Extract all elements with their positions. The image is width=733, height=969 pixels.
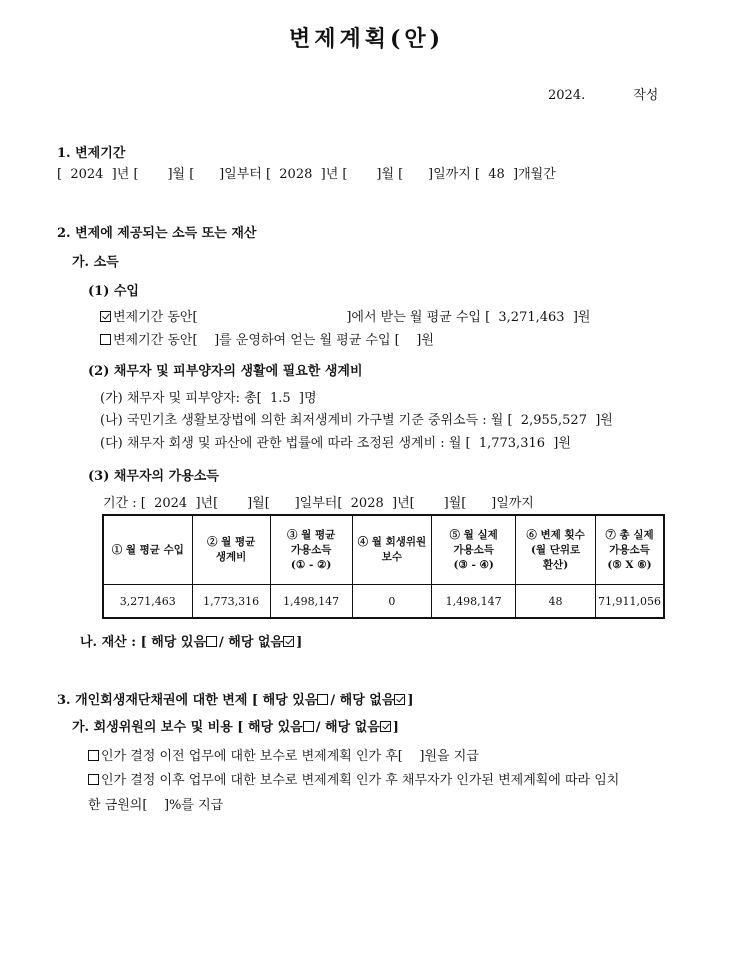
table-cell: 48: [516, 585, 596, 619]
checkbox-trustee-fee-no-checked-icon[interactable]: [380, 721, 391, 732]
table-cell: 0: [352, 585, 432, 619]
repayment-period: [ 2024 ]년 [ ]월 [ ]일부터 [ 2028 ]년 [ ]월 [ ]일까지 [ 48 ]개월간: [57, 167, 556, 182]
date-line: [548, 84, 658, 103]
section-3-mid: / 해당 없음: [330, 693, 395, 708]
table-header-row: [103, 515, 664, 585]
section-3-heading: [57, 689, 414, 708]
disposable-income-heading: (3) 채무자의 가용소득: [88, 469, 219, 484]
trustee-fee-mid: / 해당 없음: [315, 720, 380, 735]
section-3-suffix: ]: [407, 693, 414, 708]
living-cost-heading: (2) 채무자 및 피부양자의 생활에 필요한 생계비: [88, 364, 363, 379]
table-cell: 71,911,056: [596, 585, 664, 619]
adjusted-living-cost-line: (다) 채무자 회생 및 파산에 관한 법률에 따라 조정된 생계비 : 월 [ 1,773,316 ]원: [100, 436, 571, 451]
table-cell: 3,271,463: [103, 585, 192, 619]
table-header-cell: ① 월 평균 수입: [103, 515, 192, 585]
checkbox-post-approval-fee-icon[interactable]: [88, 774, 99, 785]
checkbox-salary-checked-icon[interactable]: [100, 311, 111, 322]
disposable-period: 기간 : [ 2024 ]년[ ]월[ ]일부터[ 2028 ]년[ ]월[ ]일까지: [103, 496, 534, 511]
checkbox-property-yes-icon[interactable]: [206, 636, 217, 647]
table-header-cell: ② 월 평균 생계비: [192, 515, 270, 585]
checkbox-business-icon[interactable]: [100, 334, 111, 345]
document-title: 변제계획(안): [288, 26, 445, 52]
checkbox-estate-claim-no-checked-icon[interactable]: [394, 694, 405, 705]
trustee-fee-prefix: 가. 회생위원의 보수 및 비용 [ 해당 있음: [72, 720, 303, 735]
property-prefix: 나. 재산 : [ 해당 있음: [80, 635, 207, 650]
revenue-line-2: [100, 329, 434, 348]
section-2-heading: 2. 변제에 제공되는 소득 또는 재산: [57, 226, 257, 241]
trustee-fee-line-2: [88, 769, 619, 788]
section-3-prefix: 3. 개인회생재단채권에 대한 변제 [ 해당 있음: [57, 693, 318, 708]
table-header-cell: ⑥ 변제 횟수 (월 단위로 환산): [516, 515, 596, 585]
income-subheading: 가. 소득: [72, 255, 119, 270]
checkbox-pre-approval-fee-icon[interactable]: [88, 750, 99, 761]
table-header-cell: ⑦ 총 실제 가용소득 (⑤ X ⑥): [596, 515, 664, 585]
trustee-fee-suffix: ]: [392, 720, 399, 735]
trustee-fee-line-3: 한 금원의[ ]%를 지급: [88, 798, 224, 813]
trustee-fee-line-1: [88, 745, 479, 764]
date-year: 2024.: [548, 88, 586, 103]
table-cell: 1,498,147: [432, 585, 516, 619]
section-1-heading: 1. 변제기간: [57, 146, 126, 161]
checkbox-estate-claim-yes-icon[interactable]: [317, 694, 328, 705]
property-line: [80, 631, 302, 650]
checkbox-trustee-fee-yes-icon[interactable]: [303, 721, 314, 732]
revenue-line-1: [100, 306, 590, 325]
checkbox-property-no-checked-icon[interactable]: [283, 636, 294, 647]
revenue-line-2-text: 변제기간 동안[ ]를 운영하여 얻는 월 평균 수입 [ ]원: [113, 333, 434, 348]
trustee-fee-line-1-text: 인가 결정 이전 업무에 대한 보수로 변제계획 인가 후[ ]원을 지급: [101, 749, 479, 764]
property-suffix: ]: [296, 635, 303, 650]
disposable-income-table: [102, 514, 665, 619]
table-cell: 1,773,316: [192, 585, 270, 619]
property-mid: / 해당 없음: [219, 635, 284, 650]
table-header-cell: ③ 월 평균 가용소득 (① - ②): [270, 515, 352, 585]
trustee-fee-heading: [72, 716, 399, 735]
median-income-line: (나) 국민기초 생활보장법에 의한 최저생계비 가구별 기준 중위소득 : 월 [ 2,955,527 ]원: [100, 413, 613, 428]
trustee-fee-line-2-text: 인가 결정 이후 업무에 대한 보수로 변제계획 인가 후 채무자가 인가된 변제계획에 따라 임치: [101, 773, 620, 788]
dependents-line: (가) 채무자 및 피부양자: 총[ 1.5 ]명: [100, 391, 317, 406]
table-row: [103, 585, 664, 619]
table-header-cell: ⑤ 월 실제 가용소득 (③ - ④): [432, 515, 516, 585]
table-cell: 1,498,147: [270, 585, 352, 619]
table-header-cell: ④ 월 회생위원 보수: [352, 515, 432, 585]
date-label: 작성: [633, 88, 659, 103]
revenue-heading: (1) 수입: [88, 284, 139, 299]
revenue-line-1-text: 변제기간 동안[ ]에서 받는 월 평균 수입 [ 3,271,463 ]원: [113, 310, 591, 325]
